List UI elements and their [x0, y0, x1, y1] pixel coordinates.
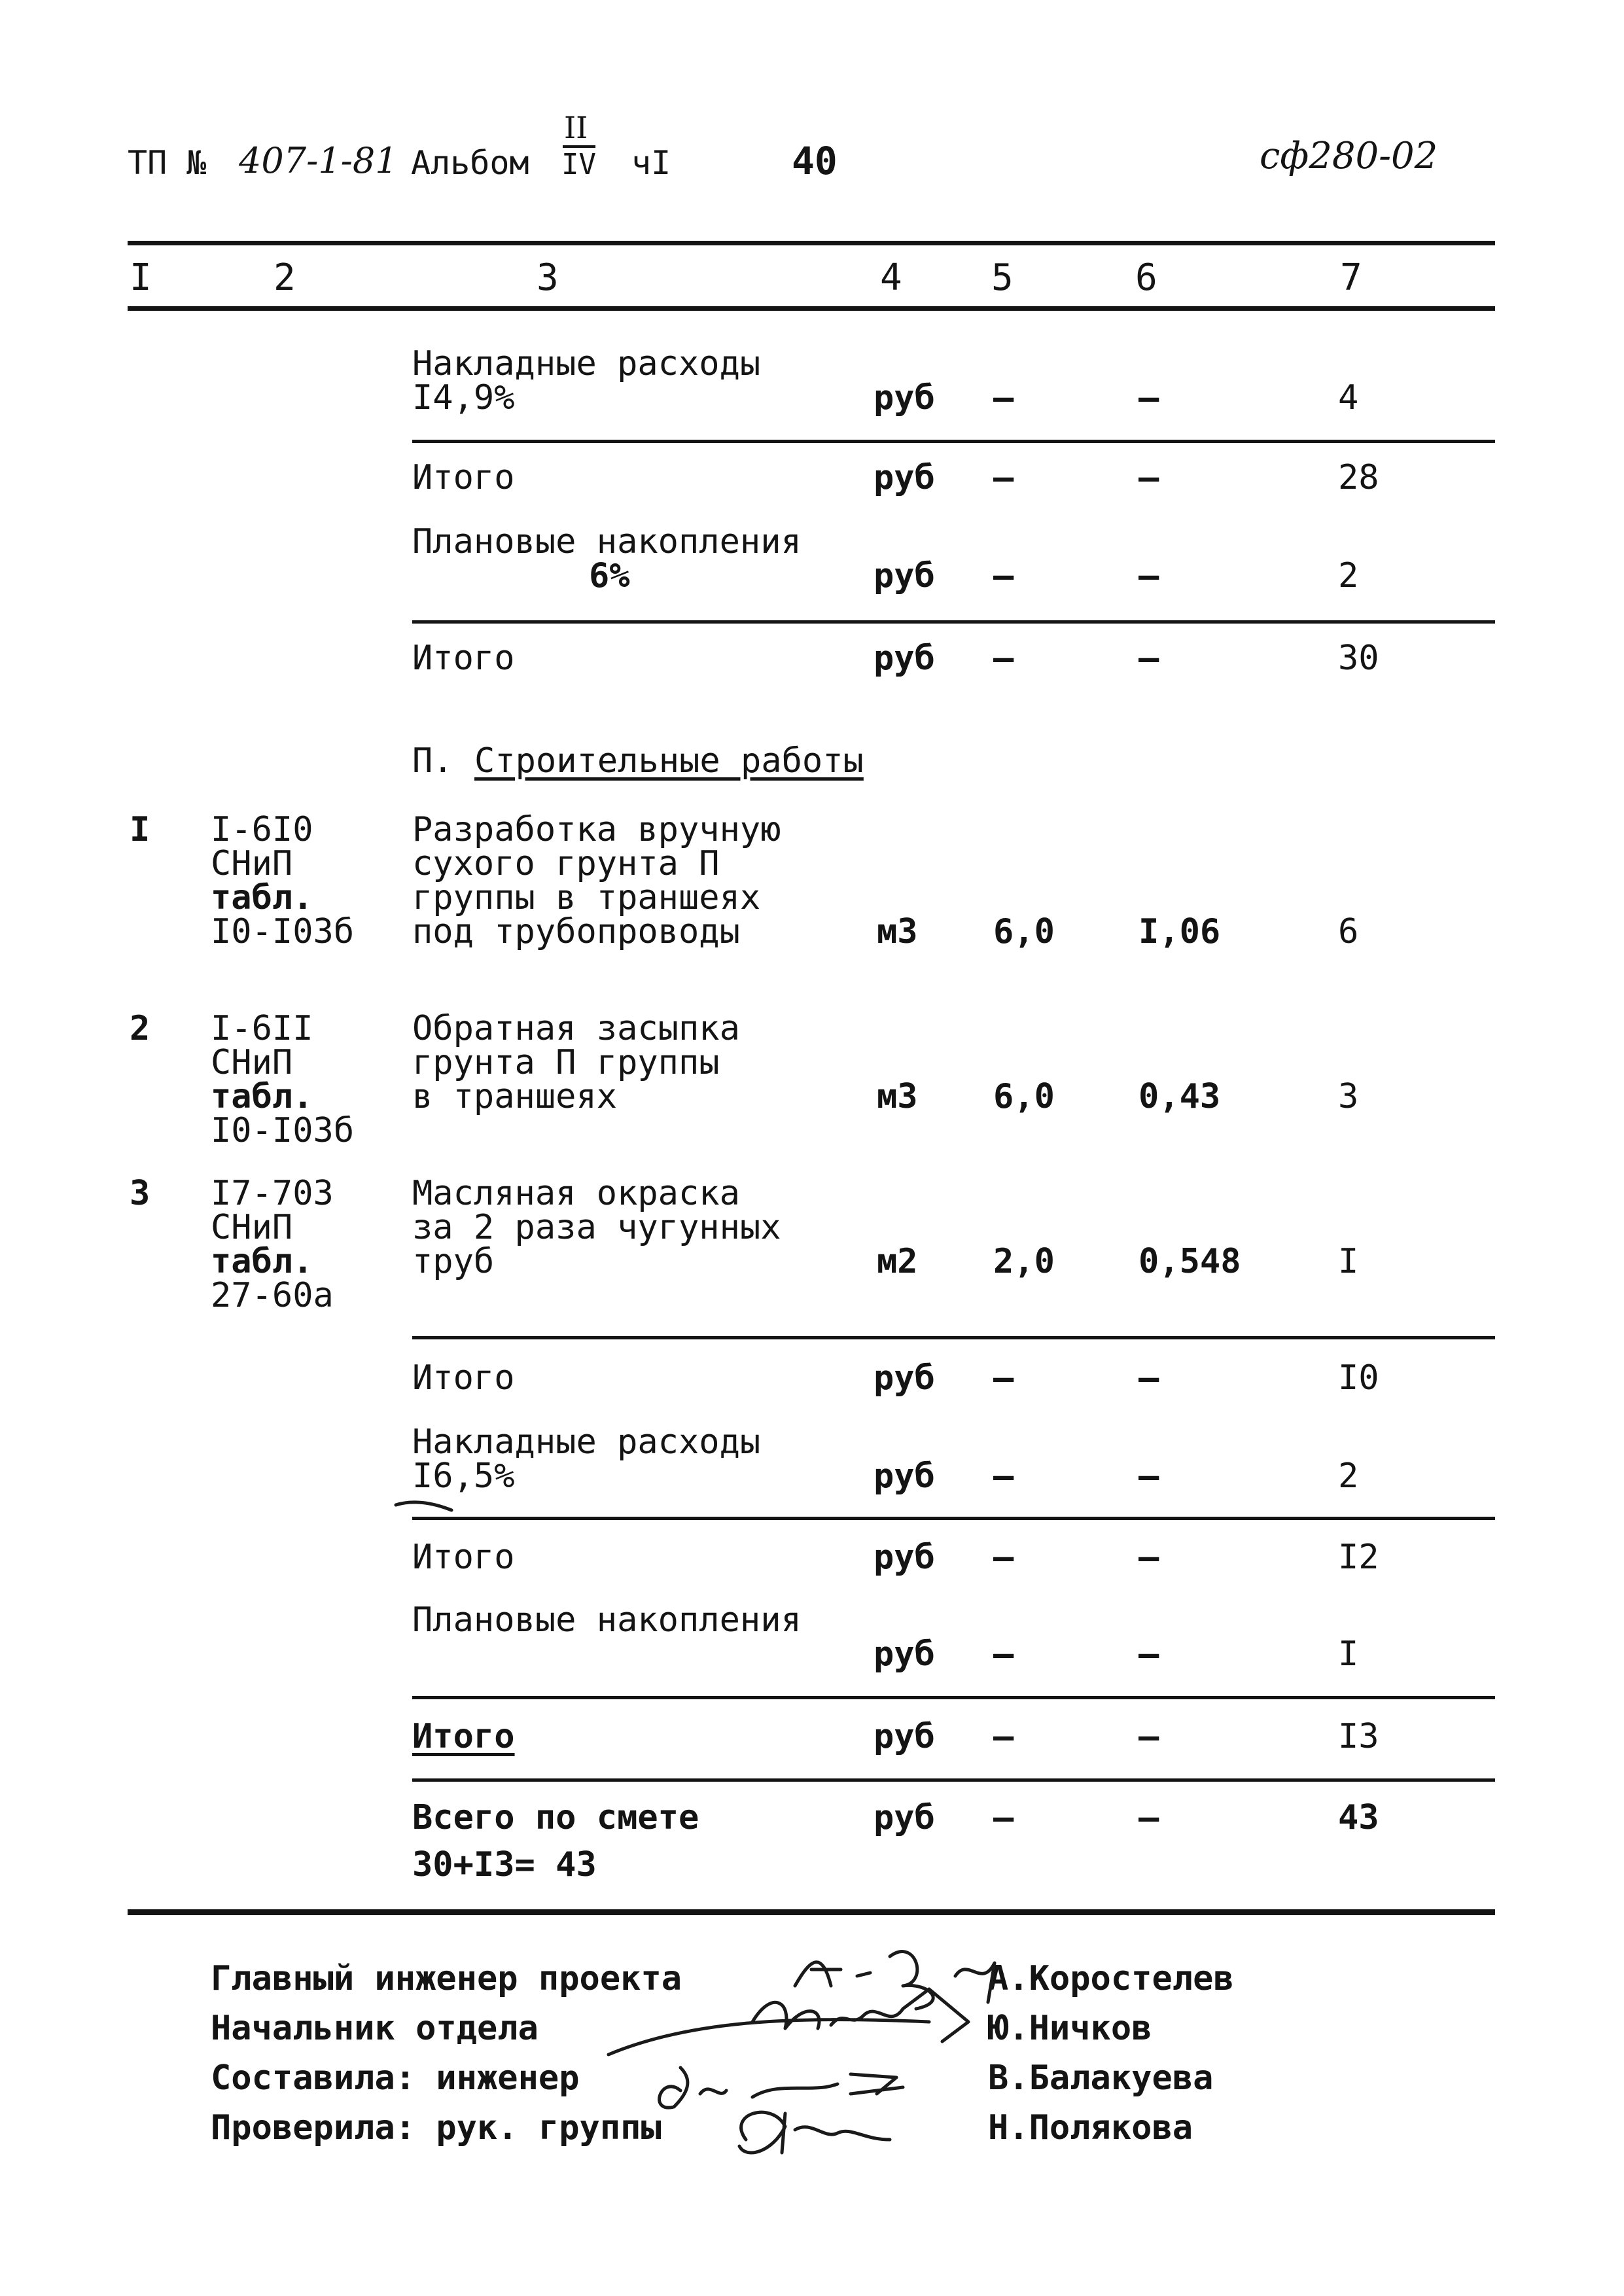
- page-number: 40: [792, 139, 838, 183]
- item-1-rate: I,06: [1139, 912, 1221, 951]
- row-3-desc-a: Плановые накопления: [412, 522, 802, 561]
- item-2-number: 2: [130, 1009, 150, 1048]
- item-2-unit: м3: [877, 1077, 918, 1116]
- item-2-desc-c: в траншеях: [412, 1077, 618, 1116]
- col-header-6: 6: [1135, 256, 1157, 299]
- total-2-desc-b: I6,5%: [412, 1457, 515, 1496]
- row-3-desc-b: 6%: [589, 556, 630, 595]
- row-2-c6: –: [1139, 458, 1159, 497]
- grand-total-unit: руб: [874, 1798, 935, 1837]
- signature-role-4: Проверила: рук. группы: [211, 2108, 662, 2147]
- col-header-1: I: [130, 256, 152, 299]
- total-1-unit: руб: [874, 1358, 935, 1398]
- item-2-rate: 0,43: [1139, 1077, 1221, 1116]
- col-header-2: 2: [274, 256, 296, 299]
- item-1-total: 6: [1338, 912, 1359, 951]
- total-2-c5: –: [993, 1457, 1014, 1496]
- item-2-desc-a: Обратная засыпка: [412, 1009, 740, 1048]
- signature-role-2: Начальник отдела: [211, 2009, 538, 2048]
- col-header-4: 4: [880, 256, 902, 299]
- row-3-unit: руб: [874, 556, 935, 595]
- album-label: Альбом: [411, 144, 529, 182]
- total-5-c7: I3: [1338, 1717, 1379, 1756]
- total-4-c5: –: [993, 1634, 1014, 1674]
- row-3-c6: –: [1139, 556, 1159, 595]
- grand-total-formula: 30+I3= 43: [412, 1845, 597, 1884]
- header-prefix: ТП №: [128, 144, 207, 182]
- grand-total-value: 43: [1338, 1798, 1379, 1837]
- row-3-c7: 2: [1338, 556, 1359, 595]
- total-1-c7: I0: [1338, 1358, 1379, 1398]
- total-4-desc: Плановые накопления: [412, 1600, 802, 1640]
- row-4-desc: Итого: [412, 639, 515, 678]
- item-2-code-b: СНиП: [211, 1043, 293, 1082]
- total-4-c7: I: [1338, 1634, 1359, 1674]
- row-1-c5: –: [993, 378, 1014, 417]
- item-2-code-d: I0-I03б: [211, 1111, 355, 1150]
- item-2-code-c: табл.: [211, 1077, 313, 1116]
- item-1-desc-a: Разработка вручную: [412, 810, 781, 849]
- total-3-c7: I2: [1338, 1538, 1379, 1577]
- row-3-c5: –: [993, 556, 1014, 595]
- row-4-c6: –: [1139, 639, 1159, 678]
- section-prefix: П.: [412, 741, 453, 781]
- section-title: Строительные работы: [474, 741, 864, 781]
- row-4-c5: –: [993, 639, 1014, 678]
- item-3-desc-a: Масляная окраска: [412, 1174, 740, 1213]
- item-3-code-b: СНиП: [211, 1208, 293, 1247]
- total-5-c6: –: [1139, 1717, 1159, 1756]
- signature-role-1: Главный инженер проекта: [211, 1959, 682, 1998]
- total-5-unit: руб: [874, 1717, 935, 1756]
- item-1-number: I: [130, 810, 150, 849]
- total-2-c6: –: [1139, 1457, 1159, 1496]
- total-2-desc-a: Накладные расходы: [412, 1422, 761, 1462]
- row-4-c7: 30: [1338, 639, 1379, 678]
- item-3-rate: 0,548: [1139, 1242, 1241, 1281]
- total-1-c6: –: [1139, 1358, 1159, 1398]
- col-header-3: 3: [537, 256, 559, 299]
- item-3-desc-b: за 2 раза чугунных: [412, 1208, 781, 1247]
- row-2-c7: 28: [1338, 458, 1379, 497]
- total-3-desc: Итого: [412, 1538, 515, 1577]
- item-1-quantity: 6,0: [993, 912, 1055, 951]
- album-top: II: [564, 110, 588, 145]
- item-1-desc-b: сухого грунта П: [412, 844, 720, 883]
- signature-role-3: Составила: инженер: [211, 2058, 580, 2098]
- document-code: сф280-02: [1260, 135, 1438, 177]
- total-1-desc: Итого: [412, 1358, 515, 1398]
- signature-name-2: Ю.Ничков: [988, 2009, 1152, 2048]
- total-1-c5: –: [993, 1358, 1014, 1398]
- item-3-code-c: табл.: [211, 1242, 313, 1281]
- total-5-c5: –: [993, 1717, 1014, 1756]
- volume-label: чI: [631, 144, 671, 182]
- item-1-code-a: I-6I0: [211, 810, 313, 849]
- item-1-code-b: СНиП: [211, 844, 293, 883]
- total-3-c5: –: [993, 1538, 1014, 1577]
- signature-name-4: Н.Полякова: [988, 2108, 1193, 2147]
- item-3-unit: м2: [877, 1242, 918, 1281]
- row-1-c7: 4: [1338, 378, 1359, 417]
- total-2-unit: руб: [874, 1457, 935, 1496]
- total-2-c7: 2: [1338, 1457, 1359, 1496]
- item-3-quantity: 2,0: [993, 1242, 1055, 1281]
- item-3-number: 3: [130, 1174, 150, 1213]
- row-4-unit: руб: [874, 639, 935, 678]
- item-2-desc-b: грунта П группы: [412, 1043, 720, 1082]
- signature-name-3: В.Балакуева: [988, 2058, 1214, 2098]
- grand-total-c5: –: [993, 1798, 1014, 1837]
- item-2-code-a: I-6II: [211, 1009, 313, 1048]
- row-2-c5: –: [993, 458, 1014, 497]
- col-header-5: 5: [991, 256, 1014, 299]
- item-1-unit: м3: [877, 912, 918, 951]
- signature-name-1: А.Коростелев: [988, 1959, 1234, 1998]
- total-4-unit: руб: [874, 1634, 935, 1674]
- total-3-c6: –: [1139, 1538, 1159, 1577]
- row-1-unit: руб: [874, 378, 935, 417]
- item-3-code-a: I7-703: [211, 1174, 334, 1213]
- row-2-unit: руб: [874, 458, 935, 497]
- project-number: 407-1-81: [239, 140, 398, 181]
- item-3-desc-c: труб: [412, 1242, 495, 1281]
- row-2-desc: Итого: [412, 458, 515, 497]
- grand-total-desc: Всего по смете: [412, 1798, 699, 1837]
- item-1-desc-d: под трубопроводы: [412, 912, 740, 951]
- album-bottom: IV: [561, 148, 596, 181]
- item-1-code-c: табл.: [211, 878, 313, 917]
- total-5-desc: Итого: [412, 1717, 515, 1756]
- item-3-total: I: [1338, 1242, 1359, 1281]
- row-1-desc-a: Накладные расходы: [412, 344, 761, 383]
- total-3-unit: руб: [874, 1538, 935, 1577]
- item-3-code-d: 27-60а: [211, 1276, 334, 1315]
- row-1-c6: –: [1139, 378, 1159, 417]
- grand-total-c6: –: [1139, 1798, 1159, 1837]
- total-4-c6: –: [1139, 1634, 1159, 1674]
- item-1-desc-c: группы в траншеях: [412, 878, 761, 917]
- item-1-code-d: I0-I03б: [211, 912, 355, 951]
- col-header-7: 7: [1340, 256, 1362, 299]
- item-2-total: 3: [1338, 1077, 1359, 1116]
- row-1-desc-b: I4,9%: [412, 378, 515, 417]
- item-2-quantity: 6,0: [993, 1077, 1055, 1116]
